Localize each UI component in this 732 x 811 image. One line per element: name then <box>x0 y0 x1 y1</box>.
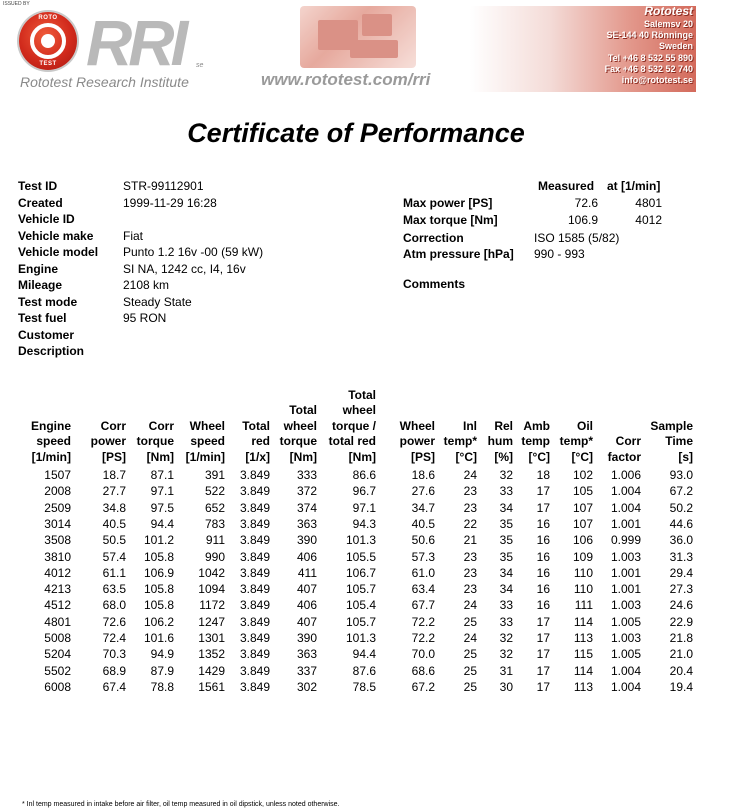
info-value: 95 RON <box>123 311 167 325</box>
max-power-value: 72.6 <box>574 196 598 210</box>
table-cell: 20.4 <box>669 663 693 678</box>
column-header: power <box>90 434 126 448</box>
table-cell: 34 <box>499 500 513 515</box>
table-cell: 2008 <box>44 484 71 499</box>
table-cell: 106 <box>572 533 593 548</box>
table-cell: 363 <box>296 647 317 662</box>
table-cell: 36.0 <box>669 533 693 548</box>
table-cell: 35 <box>499 533 513 548</box>
table-cell: 652 <box>204 500 225 515</box>
table-cell: 3.849 <box>239 647 270 662</box>
table-cell: 105 <box>572 484 593 499</box>
table-cell: 33 <box>499 484 513 499</box>
table-cell: 25 <box>463 647 477 662</box>
measured-col-header: Measured <box>538 179 595 193</box>
table-cell: 67.7 <box>411 598 435 613</box>
column-header: Total <box>242 418 270 433</box>
table-cell: 27.7 <box>102 484 126 499</box>
table-cell: 101.2 <box>143 533 174 548</box>
table-cell: 24 <box>463 598 477 613</box>
table-cell: 407 <box>296 614 317 629</box>
table-cell: 18.7 <box>102 468 126 482</box>
table-cell: 115 <box>573 647 593 662</box>
table-cell: 34.7 <box>411 500 435 515</box>
table-cell: 5502 <box>44 663 71 678</box>
table-cell: 1.006 <box>610 468 641 482</box>
column-header: torque / <box>332 418 376 433</box>
table-cell: 72.4 <box>102 631 126 645</box>
column-header: power <box>399 434 435 448</box>
column-header: Wheel <box>399 418 435 433</box>
table-cell: 93.0 <box>669 468 693 482</box>
table-cell: 16 <box>536 582 550 597</box>
column-header: Total <box>289 403 317 417</box>
table-cell: 63.4 <box>411 582 435 597</box>
table-cell: 4512 <box>44 598 71 613</box>
table-cell: 1.005 <box>610 614 641 629</box>
table-cell: 3.849 <box>239 516 270 531</box>
max-torque-label: Max torque [Nm] <box>403 213 498 227</box>
table-cell: 3508 <box>44 533 71 548</box>
table-cell: 3.849 <box>239 582 270 597</box>
column-header: [Nm] <box>348 449 376 464</box>
address-line: info@rototest.se <box>621 75 693 85</box>
table-cell: 106.7 <box>345 565 376 580</box>
table-cell: 1.001 <box>610 516 641 531</box>
table-cell: 94.4 <box>150 516 174 531</box>
rototest-logo <box>19 12 77 70</box>
table-cell: 1301 <box>198 631 225 645</box>
table-cell: 911 <box>205 533 225 548</box>
table-cell: 1.003 <box>610 631 641 645</box>
table-cell: 25 <box>463 614 477 629</box>
table-cell: 61.0 <box>411 565 435 580</box>
table-cell: 24 <box>463 631 477 645</box>
max-power-rpm: 4801 <box>635 196 662 210</box>
table-cell: 3.849 <box>239 631 270 645</box>
column-header: speed <box>36 434 71 448</box>
table-cell: 4801 <box>44 614 71 629</box>
table-cell: 97.1 <box>150 484 174 499</box>
table-cell: 17 <box>536 500 550 515</box>
column-header: Inl <box>463 418 477 433</box>
table-cell: 21 <box>463 533 477 548</box>
table-cell: 113 <box>573 679 593 694</box>
info-value: STR-99112901 <box>123 179 204 193</box>
table-cell: 78.5 <box>352 679 376 694</box>
page-title: Certificate of Performance <box>187 118 525 148</box>
table-cell: 18 <box>536 468 550 482</box>
table-cell: 3014 <box>44 516 71 531</box>
table-cell: 3.849 <box>239 484 270 499</box>
rri-brand-suffix: se <box>196 62 204 69</box>
table-cell: 110 <box>573 582 593 597</box>
table-cell: 1.004 <box>610 663 641 678</box>
table-cell: 32 <box>499 468 513 482</box>
info-label: Test ID <box>18 179 58 193</box>
table-cell: 1.004 <box>610 679 641 694</box>
column-header: Corr <box>100 418 126 433</box>
table-cell: 1042 <box>198 565 225 580</box>
table-cell: 16 <box>536 516 550 531</box>
table-cell: 35 <box>499 516 513 531</box>
column-header: [°C] <box>528 449 550 464</box>
table-cell: 1.003 <box>610 598 641 613</box>
table-cell: 0.999 <box>610 533 641 548</box>
at-rpm-col-header: at [1/min] <box>607 179 661 193</box>
table-cell: 1429 <box>198 663 225 678</box>
table-cell: 19.4 <box>669 679 693 694</box>
column-header: [°C] <box>571 449 593 464</box>
column-header: total red <box>328 434 376 448</box>
column-header: [s] <box>678 449 693 464</box>
table-cell: 111 <box>574 598 593 613</box>
table-cell: 34 <box>499 565 513 580</box>
table-cell: 372 <box>296 484 317 499</box>
info-label: Vehicle make <box>18 228 94 243</box>
address-line: Rototest <box>644 4 693 18</box>
table-cell: 5008 <box>44 631 71 645</box>
table-cell: 16 <box>536 598 550 613</box>
rri-brand-mark: RRI <box>86 7 185 79</box>
table-cell: 1094 <box>198 582 225 597</box>
table-cell: 102 <box>572 468 593 482</box>
column-header: temp <box>521 434 550 448</box>
table-cell: 374 <box>296 500 317 515</box>
table-cell: 522 <box>204 484 225 499</box>
logo-text-bottom: TEST <box>39 61 57 67</box>
column-header: speed <box>190 434 225 448</box>
table-cell: 1.001 <box>610 565 641 580</box>
atm-pressure-label: Atm pressure [hPa] <box>403 247 514 261</box>
table-cell: 406 <box>296 549 317 564</box>
table-cell: 72.2 <box>411 631 435 645</box>
table-cell: 5204 <box>44 647 71 662</box>
table-cell: 3.849 <box>239 679 270 694</box>
table-cell: 70.3 <box>102 647 126 662</box>
address-line: Sweden <box>658 41 693 51</box>
comments-label: Comments <box>403 277 466 291</box>
column-header: [°C] <box>455 449 477 464</box>
column-header: hum <box>487 434 513 448</box>
table-cell: 16 <box>536 533 550 548</box>
info-value: Punto 1.2 16v -00 (59 kW) <box>123 245 264 259</box>
column-header: red <box>251 434 270 448</box>
column-header: Amb <box>523 418 550 433</box>
table-cell: 390 <box>296 631 317 645</box>
table-cell: 18.6 <box>411 468 435 482</box>
column-header: [Nm] <box>146 449 174 464</box>
table-cell: 302 <box>296 679 317 694</box>
table-cell: 105.8 <box>143 549 174 564</box>
column-header: Rel <box>494 418 513 433</box>
table-cell: 44.6 <box>669 516 693 531</box>
correction-value: ISO 1585 (5/82) <box>534 231 620 245</box>
table-cell: 23 <box>463 500 477 515</box>
info-value: SI NA, 1242 cc, I4, 16v <box>123 261 246 276</box>
table-cell: 35 <box>499 549 513 564</box>
table-cell: 40.5 <box>102 516 126 531</box>
footnote: * Inl temp measured in intake before air filter, oil temp measured in oil dipstick, unless noted otherwise. <box>22 801 340 808</box>
table-cell: 40.5 <box>411 516 435 531</box>
table-cell: 3.849 <box>239 565 270 580</box>
table-cell: 97.5 <box>150 500 174 515</box>
table-cell: 105.8 <box>143 582 174 597</box>
issued-by-tag: ISSUED BY <box>3 1 30 7</box>
address-line: Fax +46 8 532 52 740 <box>604 64 693 74</box>
table-cell: 78.8 <box>150 679 174 694</box>
max-torque-value: 106.9 <box>567 213 598 227</box>
table-cell: 72.2 <box>411 614 435 629</box>
column-header: [1/min] <box>31 449 71 464</box>
table-cell: 4213 <box>44 582 71 597</box>
table-cell: 31 <box>499 663 513 678</box>
table-cell: 50.5 <box>102 533 126 548</box>
table-cell: 34 <box>499 582 513 597</box>
column-header: [Nm] <box>289 449 317 464</box>
table-cell: 17 <box>536 647 550 662</box>
table-cell: 783 <box>204 516 225 531</box>
column-header: [PS] <box>102 449 126 464</box>
table-cell: 114 <box>573 614 593 629</box>
table-cell: 105.7 <box>345 614 376 629</box>
info-value: Fiat <box>123 228 144 243</box>
table-cell: 30 <box>499 679 513 694</box>
table-cell: 33 <box>499 614 513 629</box>
table-cell: 16 <box>536 549 550 564</box>
table-cell: 363 <box>296 516 317 531</box>
column-header: temp* <box>443 434 477 448</box>
table-cell: 1.004 <box>610 500 641 515</box>
table-cell: 105.8 <box>143 598 174 613</box>
table-cell: 391 <box>204 468 225 482</box>
address-line: Tel +46 8 532 55 890 <box>607 53 693 63</box>
table-cell: 31.3 <box>669 549 693 564</box>
table-cell: 68.0 <box>102 598 126 613</box>
table-cell: 24.6 <box>669 598 693 613</box>
column-header: Corr <box>615 434 641 448</box>
table-cell: 57.4 <box>102 549 126 564</box>
table-cell: 61.1 <box>102 565 126 580</box>
info-label: Vehicle model <box>18 245 99 259</box>
column-header: torque <box>279 434 317 448</box>
table-cell: 68.6 <box>411 663 435 678</box>
table-cell: 3.849 <box>239 598 270 613</box>
column-header: Total <box>348 387 376 402</box>
column-header: wheel <box>283 418 317 433</box>
max-torque-rpm: 4012 <box>635 213 662 227</box>
table-cell: 67.2 <box>669 484 693 499</box>
table-cell: 2509 <box>44 500 71 515</box>
table-cell: 3.849 <box>239 614 270 629</box>
info-label: Mileage <box>18 278 63 292</box>
table-cell: 1172 <box>199 598 225 613</box>
table-cell: 17 <box>536 614 550 629</box>
table-cell: 21.8 <box>669 631 693 645</box>
table-cell: 17 <box>536 631 550 645</box>
table-cell: 3.849 <box>239 500 270 515</box>
table-cell: 990 <box>204 549 225 564</box>
address-line: SE-144 40 Rönninge <box>606 30 693 40</box>
table-cell: 33 <box>499 598 513 613</box>
column-header: [PS] <box>411 449 435 464</box>
table-cell: 23 <box>463 549 477 564</box>
table-cell: 6008 <box>44 679 71 694</box>
table-cell: 23 <box>463 484 477 499</box>
info-label: Test mode <box>18 294 78 309</box>
column-header: Corr <box>148 418 174 433</box>
table-cell: 110 <box>573 565 593 580</box>
logo-text-top: ROTO <box>38 15 58 21</box>
table-cell: 63.5 <box>102 582 126 597</box>
column-header: torque <box>136 434 174 448</box>
column-header: temp* <box>559 434 593 448</box>
table-cell: 94.9 <box>150 647 174 662</box>
table-cell: 32 <box>499 647 513 662</box>
column-header: Engine <box>30 418 71 433</box>
table-cell: 21.0 <box>669 647 693 662</box>
table-cell: 87.9 <box>150 663 174 678</box>
table-cell: 34.8 <box>102 500 126 515</box>
engine-image <box>300 6 416 68</box>
max-power-label: Max power [PS] <box>403 196 493 210</box>
table-cell: 3.849 <box>239 549 270 564</box>
table-cell: 50.6 <box>411 533 435 548</box>
table-cell: 109 <box>572 549 593 564</box>
table-cell: 94.4 <box>352 647 376 662</box>
column-header: Time <box>665 434 693 448</box>
table-cell: 27.3 <box>669 582 693 597</box>
table-cell: 32 <box>499 631 513 645</box>
info-label: Description <box>18 344 85 358</box>
table-cell: 25 <box>463 679 477 694</box>
atm-pressure-value: 990 - 993 <box>534 247 585 261</box>
website-url[interactable]: www.rototest.com/rri <box>261 70 431 89</box>
table-cell: 70.0 <box>411 647 435 662</box>
table-cell: 106.9 <box>143 565 174 580</box>
table-cell: 113 <box>573 631 593 645</box>
table-cell: 1.001 <box>610 582 641 597</box>
info-value: 1999-11-29 16:28 <box>123 195 217 210</box>
table-cell: 25 <box>463 663 477 678</box>
table-cell: 1507 <box>44 468 71 482</box>
table-cell: 107 <box>572 516 593 531</box>
table-cell: 4012 <box>44 565 71 580</box>
table-cell: 1561 <box>198 679 225 694</box>
info-label: Vehicle ID <box>18 212 75 226</box>
table-cell: 390 <box>296 533 317 548</box>
table-cell: 17 <box>536 679 550 694</box>
table-cell: 22.9 <box>669 614 693 629</box>
table-cell: 1247 <box>198 614 225 629</box>
table-cell: 101.3 <box>345 533 376 548</box>
column-header: Wheel <box>189 418 225 433</box>
info-label: Created <box>18 195 63 210</box>
table-cell: 86.6 <box>352 468 376 482</box>
table-cell: 101.3 <box>345 631 376 645</box>
table-cell: 411 <box>297 565 317 580</box>
column-header: factor <box>607 449 641 464</box>
table-cell: 23 <box>463 582 477 597</box>
table-cell: 27.6 <box>411 484 435 499</box>
table-cell: 94.3 <box>352 516 376 531</box>
info-value: Steady State <box>123 294 192 309</box>
column-header: [1/x] <box>245 449 270 464</box>
table-cell: 105.5 <box>345 549 376 564</box>
table-cell: 406 <box>296 598 317 613</box>
table-cell: 87.1 <box>150 468 174 482</box>
column-header: wheel <box>342 403 376 417</box>
institute-name: Rototest Research Institute <box>20 74 189 90</box>
table-cell: 3.849 <box>239 533 270 548</box>
info-label: Customer <box>18 327 75 342</box>
table-cell: 67.4 <box>102 679 126 694</box>
table-cell: 105.4 <box>345 598 376 613</box>
column-header: Oil <box>576 418 593 433</box>
table-cell: 22 <box>463 516 477 531</box>
table-cell: 3810 <box>44 549 71 564</box>
table-cell: 96.7 <box>352 484 376 499</box>
table-cell: 101.6 <box>143 631 174 645</box>
table-cell: 68.9 <box>102 663 126 678</box>
table-cell: 114 <box>573 663 593 678</box>
table-cell: 1.003 <box>610 549 641 564</box>
table-cell: 72.6 <box>102 614 126 629</box>
info-label: Test fuel <box>18 311 67 325</box>
table-cell: 107 <box>572 500 593 515</box>
column-header: [1/min] <box>185 449 225 464</box>
table-cell: 17 <box>536 663 550 678</box>
correction-label: Correction <box>403 231 464 245</box>
table-cell: 106.2 <box>143 614 174 629</box>
table-cell: 333 <box>296 468 317 482</box>
logo-core <box>41 34 55 48</box>
info-label: Engine <box>18 261 59 276</box>
table-cell: 57.3 <box>411 549 435 564</box>
column-header: [%] <box>494 449 513 464</box>
table-cell: 407 <box>296 582 317 597</box>
table-cell: 24 <box>463 468 477 482</box>
table-cell: 17 <box>536 484 550 499</box>
table-cell: 1.004 <box>610 484 641 499</box>
table-cell: 3.849 <box>239 663 270 678</box>
table-cell: 105.7 <box>345 582 376 597</box>
table-cell: 1352 <box>198 647 225 662</box>
table-cell: 67.2 <box>411 679 435 694</box>
table-cell: 87.6 <box>352 663 376 678</box>
table-cell: 16 <box>536 565 550 580</box>
table-cell: 29.4 <box>669 565 693 580</box>
table-cell: 23 <box>463 565 477 580</box>
table-cell: 337 <box>296 663 317 678</box>
address-line: Salemsv 20 <box>643 19 693 29</box>
table-cell: 3.849 <box>239 468 270 482</box>
table-cell: 1.005 <box>610 647 641 662</box>
table-cell: 50.2 <box>669 500 693 515</box>
column-header: Sample <box>650 418 693 433</box>
table-cell: 97.1 <box>352 500 376 515</box>
info-value: 2108 km <box>123 278 170 292</box>
